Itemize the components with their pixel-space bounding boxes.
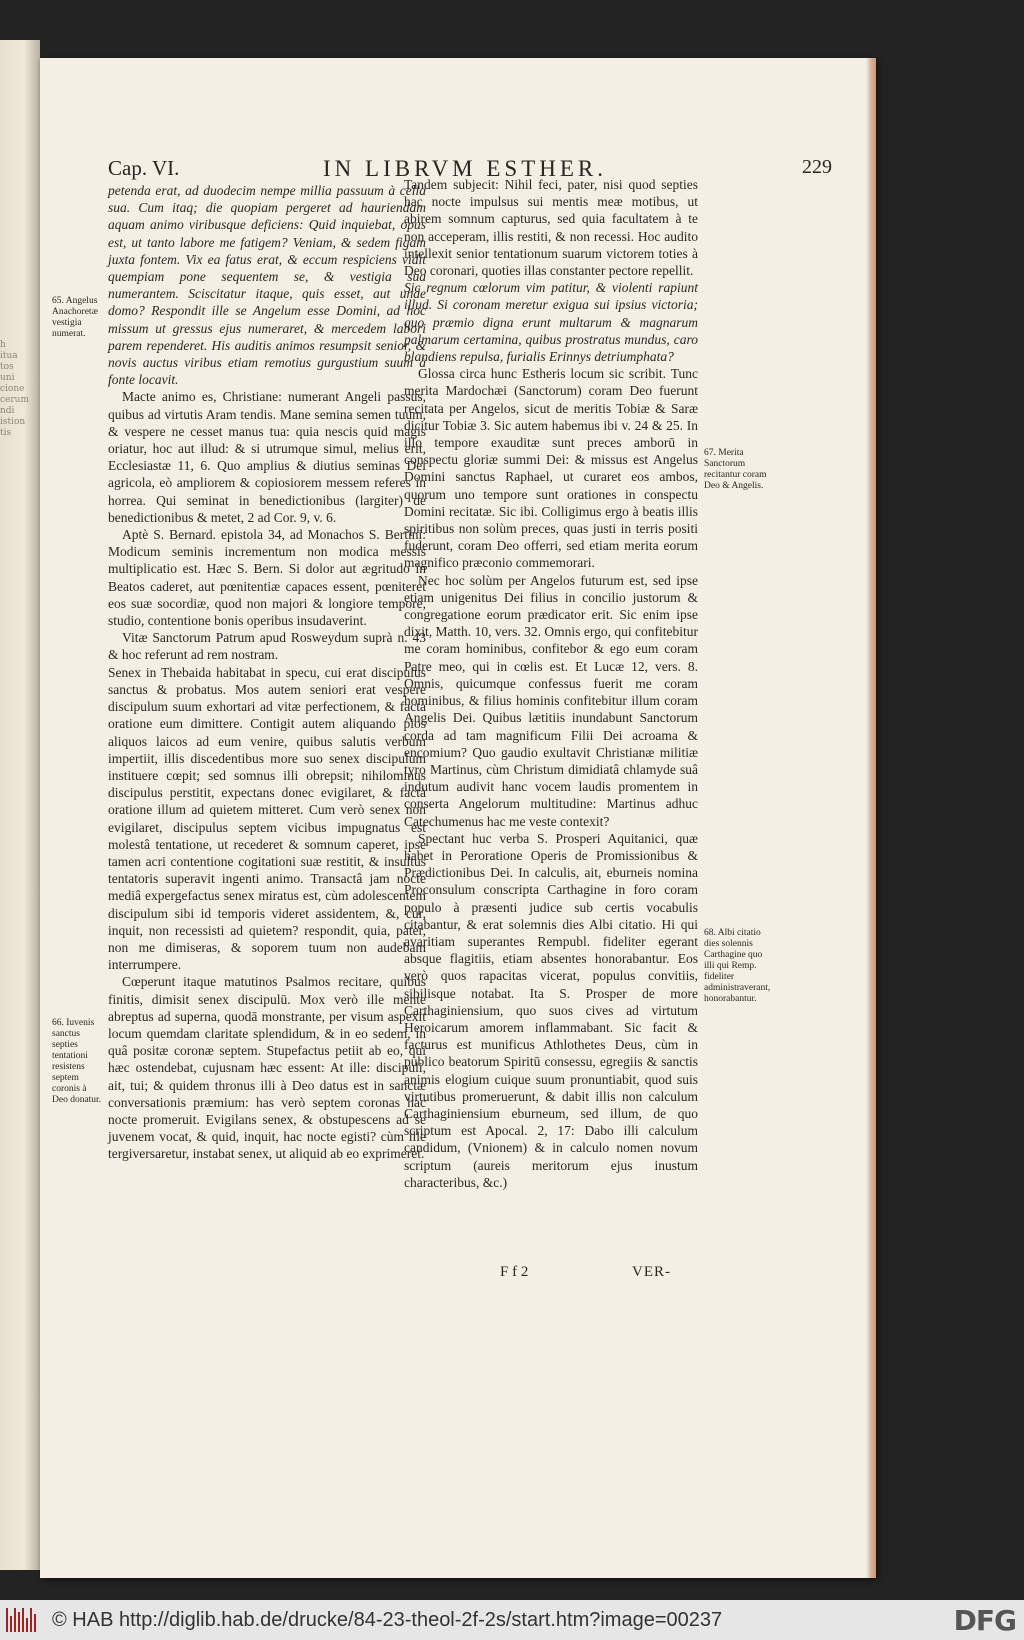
facing-page-fragment: cerum — [0, 395, 29, 405]
facing-page-fragment: uni — [0, 373, 15, 383]
facing-page-fragment: tos — [0, 362, 14, 372]
page-number: 229 — [802, 156, 832, 178]
page-edge-shadow — [866, 58, 876, 1578]
signature-mark: F f 2 — [500, 1264, 529, 1280]
book-page — [40, 58, 876, 1578]
margin-note-66: 66. Iuvenis sanctus septies tentationi resistens septem coronis à Deo donatur. — [52, 1018, 102, 1105]
facing-page-edge — [0, 40, 40, 1570]
dfg-logo: DFG — [953, 1603, 1016, 1637]
margin-note-65: 65. Angelus Anachoretæ vestigia numerat. — [52, 296, 98, 339]
status-bar — [0, 1600, 1024, 1640]
facing-page-fragment: istion — [0, 417, 26, 427]
left-text-column — [108, 182, 426, 1163]
facing-page-fragment: cione — [0, 384, 25, 394]
facing-page-fragment: itua — [0, 351, 18, 361]
right-text-column — [404, 176, 698, 1191]
paragraph: Aptè S. Bernard. epistola 34, ad Monachos S. Bertini: Modicum seminis incrementum non modica messis multiplicatio est. Hæc S. Bern. Si dolor aut ægritudo in Beatos caderet, aut pœnitentiæ capaces essent, pœniteret eos suæ socordiæ, quod non majori & longiore tempore, studio, contentione bonis operibus insudaverint. — [108, 527, 426, 629]
paragraph: Spectant huc verba S. Prosperi Aquitanici, quæ habet in Peroratione Operis de Promissionibus & Prædictionibus Dei. In calculis, ait, eburneis nomina Proconsulum conscripta Carthagine in foro coram populo à præsenti judice sub certis vocabulis citabantur, & erat solemnis dies Albi citatio. Hi qui avaritiam superantes Rempubl. fideliter egerant absque flagitiis, etiam absentes honorabantur. Eos verò quos rapacitas vicerat, populus convitiis, sibilisque notabat. Ita S. Prosper de more Carthaginiensium, quo suos cives ad virtutum Heroicarum amorem inflammabant. Sic facit & facturus est munificus Athlothetes Deus, cùm in publico beatorum Spiritū consessu, egregiis & sanctis animis elogium cuique suum pronuntiabit, quod suis virtutibus promeruerunt, & dabit illis non calculum Carthaginiensium eburneum, sed illum, de quo scriptum est Apocal. 2, 17: Dabo illi calculum candidum, (Vnionem) & in calculo nomen novum scriptum (aureis meritorum ejus inustum characteribus, &c.) — [404, 830, 698, 1190]
margin-note-67: 67. Merita Sanctorum recitantur coram Deo & Angelis. — [704, 448, 767, 491]
paragraph: petenda erat, ad duodecim nempe millia passuum à cella sua. Cum itaq; die quopiam pergeret ad hauriendam aquam animo viribusque deficiens: Quid inquiebat, opus est, ut tanto labore me fatigem? Veniam, & sedem figam juxta fontem. Vix ea fatus erat, & eccum respiciens vidit quempiam pone sequentem se, & vestigia sua numerantem. Sciscitatur itaque, quis esset, aut unde domo? Respondit ille se Angelum esse Domini, ad hoc missum ut gressus ejus numeraret, & mercedem labori parem rependeret. His auditis animos resumpsit senior, & novis auctus viribus etiam remotius gurgustium suum à fonte locavit. — [108, 183, 426, 388]
copyright-url-text[interactable]: © HAB http://diglib.hab.de/drucke/84-23-theol-2f-2s/start.htm?image=00237 — [52, 1608, 723, 1631]
catchword: VER- — [632, 1264, 671, 1280]
facing-page-fragment: h — [0, 340, 6, 350]
paragraph: Glossa circa hunc Estheris locum sic scribit. Tunc merita Mardochæi (Sanctorum) coram Deo fuerunt recitata per Angelos, sicut de meritis Tobiæ & Saræ dicitur Tobiæ 3. Sic autem habemus ibi v. 24 & 25. In illo tempore exauditæ sunt preces amborū in conspectu gloriæ summi Dei: & missus est Angelus Domini sanctus Raphael, ut curaret eos ambos, quorum uno tempore sunt orationes in conspectu Domini recitatæ. Sic ibi. Colligimus ergo à beatis illis spiritibus non solùm preces, quas justi in terris positi fuderunt, coram Deo offerri, sed etiam merita eorum magnifico præconio commemorari. — [404, 366, 698, 571]
chapter-label: Cap. VI. — [108, 156, 180, 180]
paragraph: Vitæ Sanctorum Patrum apud Rosweydum suprà n. 43 & hoc referunt ad rem nostram. — [108, 630, 426, 663]
paragraph: Cœperunt itaque matutinos Psalmos recitare, quibus finitis, dimisit senex discipulū. Mox verò ille mente abreptus ad superna, quodā monstrante, per visum aspexit locum quemdam claritate splendidum, & in eo sedem, in quâ positæ coronæ septem. Stupefactus petiit ab eo, qui hæc ostendebat, cujusnam hæc essent: At ille: discipuli, ait, tui; & quidem thronus illi à Deo datus est in sanctæ conversationis præmium: has verò septem coronas hac nocte promeruit. Evigilans senex, & obstupescens ad se juvenem vocat, & quid, inquit, hac nocte egisti? cùm ille tergiversaretur, instabat senex, ut aliquid ab eo exprimeret. — [108, 974, 426, 1162]
facing-page-fragment: ndi — [0, 406, 15, 416]
facing-page-fragments — [0, 340, 34, 439]
paragraph: Macte animo es, Christiane: numerant Angeli passus, quibus ad virtutis Aram tendis. Mane semina semen tuum, & vespere ne cesset manus tua: quia nescis quid magis oriatur, hoc aut illud: & si utrumque simul, melius erit, Ecclesiastæ 11, 6. Quo amplius & diutius seminas Dei agricola, eò ampliorem & copiosiorem messem referes in horrea. Qui seminat in benedictionibus (largiter) de benedictionibus & metet, 2 ad Cor. 9, v. 6. — [108, 389, 426, 525]
paragraph: Tandem subjecit: Nihil feci, pater, nisi quod septies hac nocte impulsus sui mentis meæ motibus, ut abirem somnum capturus, sed quia facultatem à te non acceperam, illis restiti, & non recessi. Hoc audito intellexit senior tentationum suarum victorem toties à Deo coronari, quoties illas constanter pectore repellit. — [404, 177, 698, 279]
margin-note-68: 68. Albi citatio dies solennis Carthagine quo illi qui Remp. fideliter administraverant, honorabantur. — [704, 928, 771, 1004]
facing-page-fragment: tis — [0, 428, 12, 438]
paragraph: Senex in Thebaida habitabat in specu, cui erat discipulus sanctus & probatus. Mos autem seniori erat vespere discipulum suum exhortari ad vitæ perfectionem, & factà oratione eum dimittere. Contigit autem aliquando pios aliquos laicos ad eum venire, quibus salutis verbum impertiit, illis discedentibus more suo senex discipulum instituere cœpit; sed somnus illi obrepsit; nihilominus discipulus perstitit, expectans donec evigilaret, & factà oratione illum ad quietem mitteret. Cum verò senex non evigilaret, discipulus septem vicibus impugnatus est molestâ tentatione, ut recederet & somnum caperet, ipse tamen acri contentione cogitationi suæ restitit, & insultus tentatoris superavit ingenti animo. Transactâ jam nocte mediâ expergefactus senex miratus est, cùm adolescentem discipulum sibi id temporis videret assidentem, &, cur, inquit, non recessisti ad quietem? respondit, quia, pater, non me dimiseras, & soporem tuum non audebam interrumpere. — [108, 664, 426, 973]
hab-barcode-icon — [6, 1608, 42, 1632]
book-title: IN LIBRVM ESTHER. — [323, 156, 608, 181]
paragraph: Nec hoc solùm per Angelos futurum est, sed ipse etiam unigenitus Dei filius in concilio justorum & congregatione eorum prædicator erit. Sic enim ipse dixit, Matth. 10, vers. 32. Omnis ergo, qui confitebitur me coram hominibus, confitebor & ego eum coram Patre meo, qui in cœlis est. Et Lucæ 12, vers. 8. Omnis, quicumque confessus fuerit me coram hominibus, & filius hominis confitebitur illum coram Angelis Dei. Quibus lætitiis inundabunt Sanctorum corda ad tam magnificum Filii Dei acroama & encomium? Quo gaudio exultavit Christianæ militiæ tyro Martinus, cùm Christum dimidiatâ chlamyde suâ indutum audivit hanc vocem laudis promentem in conserta Angelorum multitudine: Martinus adhuc Catechumenus hac me veste contexit? — [404, 572, 698, 829]
paragraph: Sic regnum cœlorum vim patitur, & violenti rapiunt illud. Si coronam meretur exigua sui ipsius victoria; quo præmio digna erunt multarum & magnarum palmarum certamina, quibus prostratus mundus, caro blandiens repulsa, furialis Erinnys detriumphata? — [404, 280, 698, 365]
